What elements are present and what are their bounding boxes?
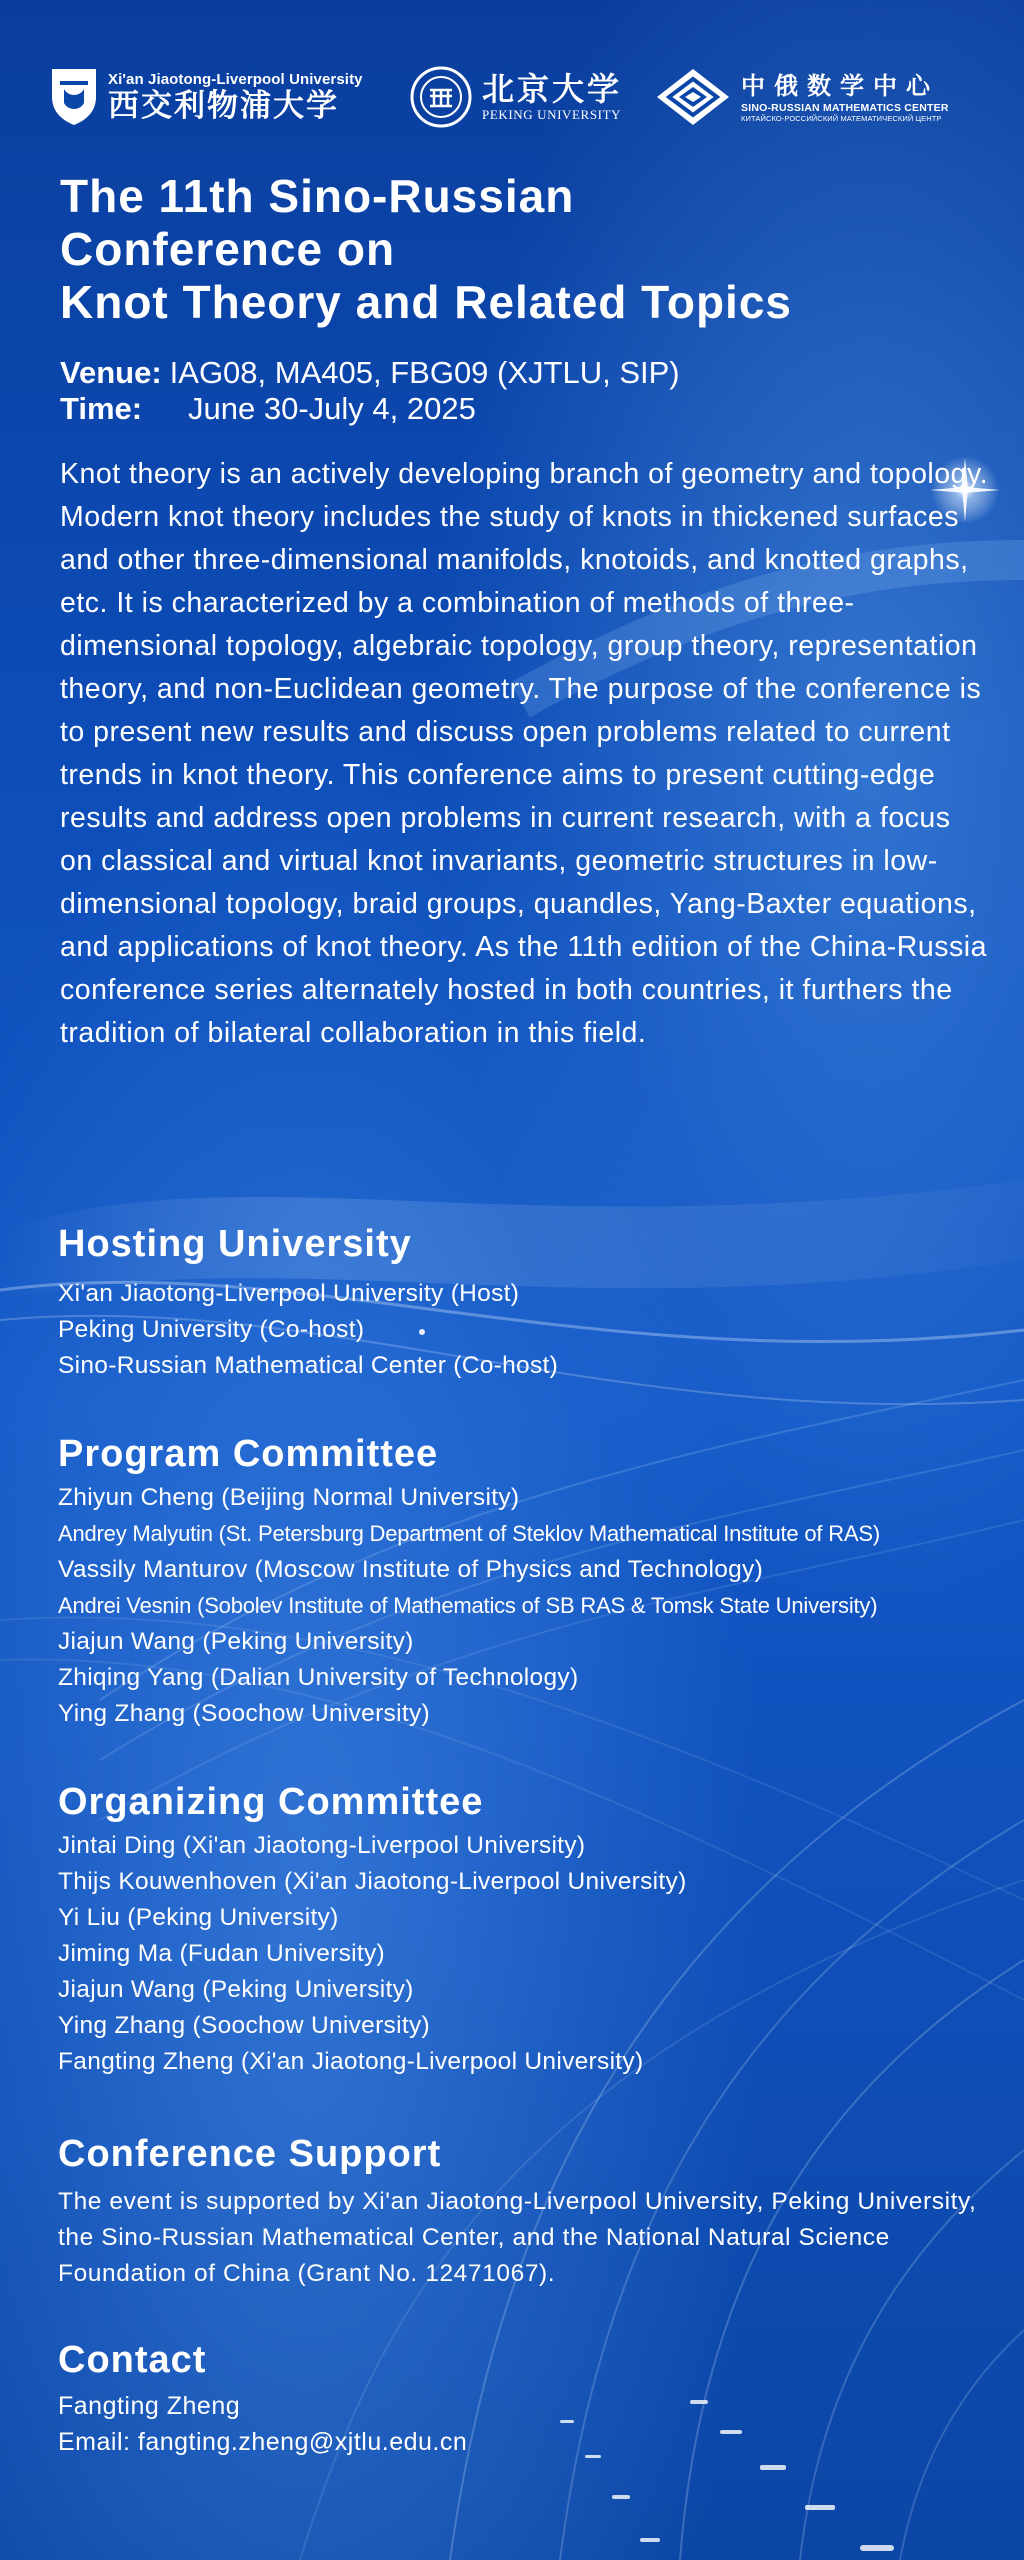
hosting-section (58, 1222, 998, 1384)
organizing-committee-member: Ying Zhang (Soochow University) (58, 2012, 430, 2039)
organizing-committee-member: Yi Liu (Peking University) (58, 1904, 339, 1931)
time-value: June 30-July 4, 2025 (188, 391, 476, 426)
pku-english-name: PEKING UNIVERSITY (482, 107, 622, 122)
organizing-committee-member: Jiming Ma (Fudan University) (58, 1940, 385, 1967)
hosting-item: Peking University (Co-host) (58, 1316, 365, 1343)
xjtlu-chinese-name: 西交利物浦大学 (108, 87, 339, 124)
program-committee-member: Vassily Manturov (Moscow Institute of Physics and Technology) (58, 1556, 764, 1583)
title-line-1: The 11th Sino-Russian (60, 170, 575, 222)
srmc-chinese-name: 中俄数学中心 (741, 72, 939, 100)
title-line-2: Conference on (60, 223, 396, 275)
contact-heading: Contact (58, 2339, 207, 2381)
time-label: Time: (60, 391, 143, 426)
srmc-diamond-icon (655, 67, 731, 127)
venue-row (60, 355, 990, 391)
pku-logo (410, 62, 622, 132)
organizing-committee-list (58, 1828, 998, 2080)
pku-chinese-name: 北京大学 (482, 70, 623, 108)
organizing-committee-member: Thijs Kouwenhoven (Xi'an Jiaotong-Liverpool University) (58, 1868, 687, 1895)
program-committee-member: Andrey Malyutin (St. Petersburg Department of Steklov Mathematical Institute of RAS) (58, 1521, 881, 1546)
program-committee-member: Zhiyun Cheng (Beijing Normal University) (58, 1484, 520, 1511)
time-row (60, 391, 990, 427)
srmc-russian-name: КИТАЙСКО-РОССИЙСКИЙ МАТЕМАТИЧЕСКИЙ ЦЕНТР (741, 113, 942, 123)
srmc-logo (655, 62, 949, 132)
program-committee-member: Ying Zhang (Soochow University) (58, 1700, 430, 1727)
program-committee-heading: Program Committee (58, 1433, 439, 1475)
organizing-committee-member: Fangting Zheng (Xi'an Jiaotong-Liverpool University) (58, 2048, 644, 2075)
title-line-3: Knot Theory and Related Topics (60, 276, 792, 328)
pku-emblem-icon (410, 66, 472, 128)
organizing-committee-member: Jiajun Wang (Peking University) (58, 1976, 414, 2003)
venue-label: Venue: (60, 355, 162, 390)
program-committee-member: Andrei Vesnin (Sobolev Institute of Mathematics of SB RAS & Tomsk State University) (58, 1593, 878, 1618)
hosting-item: Sino-Russian Mathematical Center (Co-host) (58, 1352, 559, 1379)
support-section (58, 2132, 998, 2292)
organizing-committee-member: Jintai Ding (Xi'an Jiaotong-Liverpool University) (58, 1832, 586, 1859)
organizing-committee-section (58, 1780, 998, 2080)
contact-details (58, 2388, 998, 2460)
venue-time-block (60, 355, 990, 427)
support-text: The event is supported by Xi'an Jiaotong-Liverpool University, Peking University, the Sino-Russian Mathematical Center, and the National Natural Science Foundation of China (Grant No. 12471067). (58, 2188, 977, 2287)
xjtlu-english-name: Xi'an Jiaotong-Liverpool University (108, 70, 363, 88)
hosting-heading: Hosting University (58, 1223, 412, 1265)
program-committee-section (58, 1432, 998, 1732)
hosting-list (58, 1276, 998, 1384)
program-committee-list (58, 1480, 998, 1732)
xjtlu-logo (50, 62, 363, 132)
xjtlu-shield-icon (50, 67, 98, 127)
srmc-english-name: SINO-RUSSIAN MATHEMATICS CENTER (741, 101, 949, 114)
logo-bar (50, 62, 980, 132)
contact-email[interactable]: Email: fangting.zheng@xjtlu.edu.cn (58, 2428, 468, 2456)
program-committee-member: Jiajun Wang (Peking University) (58, 1628, 414, 1655)
support-heading: Conference Support (58, 2133, 442, 2175)
contact-name: Fangting Zheng (58, 2392, 241, 2420)
organizing-committee-heading: Organizing Committee (58, 1781, 484, 1823)
hosting-item: Xi'an Jiaotong-Liverpool University (Host) (58, 1280, 520, 1307)
venue-value: IAG08, MA405, FBG09 (XJTLU, SIP) (169, 355, 680, 390)
contact-section (58, 2338, 998, 2460)
main-content (60, 170, 990, 1084)
program-committee-member: Zhiqing Yang (Dalian University of Technology) (58, 1664, 579, 1691)
conference-title (60, 170, 990, 329)
conference-description: Knot theory is an actively developing branch of geometry and topology. Modern knot theory includes the study of knots in thickened surfaces and other three-dimensional manifolds, knotoids, and knotted graphs, etc. It is characterized by a combination of methods of three-dimensional topology, algebraic topology, group theory, representation theory, and non-Euclidean geometry. The purpose of the conference is to present new results and discuss open problems related to current trends in knot theory. This conference aims to present cutting-edge results and address open problems in current research, with a focus on classical and virtual knot invariants, geometric structures in low-dimensional topology, braid groups, quandles, Yang-Baxter equations, and applications of knot theory. As the 11th edition of the China-Russia conference series alternately hosted in both countries, it furthers the tradition of bilateral collaboration in this field. (60, 458, 989, 1049)
